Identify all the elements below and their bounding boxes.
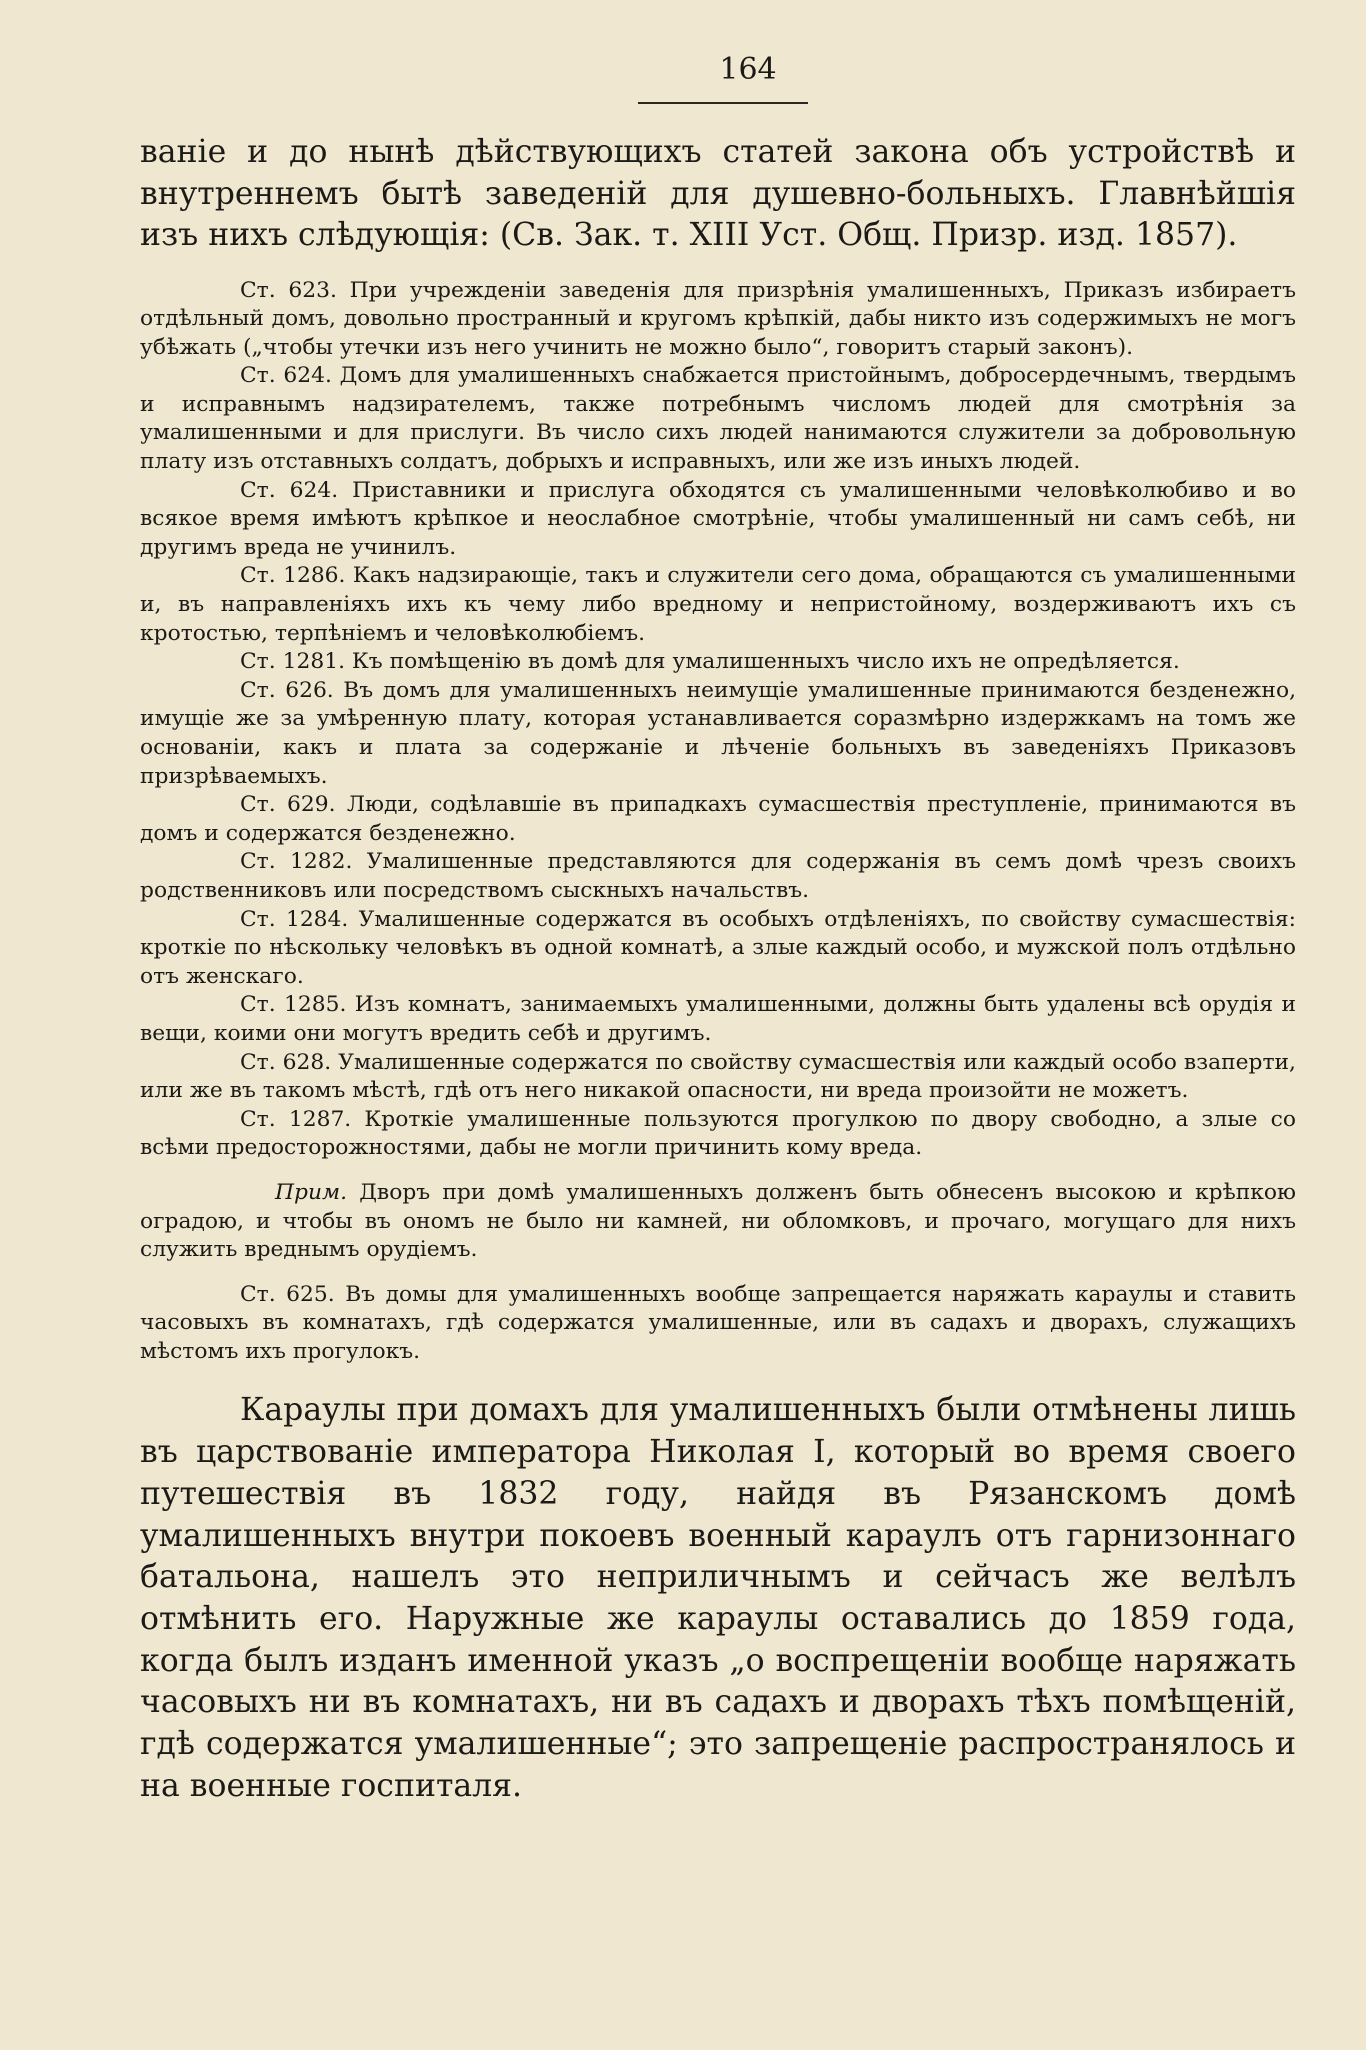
article-1281: Ст. 1281. Къ помѣщенію въ домѣ для умалишенныхъ число ихъ не опредѣляется. [240,649,1180,675]
article-624-staff: Ст. 624. Домъ для умалишенныхъ снабжается пристойнымъ, добросердечнымъ, твердымъ и исправнымъ надзирателемъ, также потребнымъ числомъ людей для смотрѣнія за умалишенными и для прислуги. Въ число сихъ людей нанимаются служители за добровольную плату изъ отставныхъ солдатъ, добрыхъ и исправныхъ, или же изъ иныхъ людей. [140,363,1296,475]
article-624-attendants: Ст. 624. Приставники и прислуга обходятся съ умалишенными человѣколюбиво и во всякое время имѣютъ крѣпкое и неослабное смотрѣніе, чтобы умалишенный ни самъ себѣ, ни другимъ вреда не учинилъ. [140,477,1296,560]
lead-paragraph: ваніе и до нынѣ дѣйствующихъ статей закона объ устройствѣ и внутреннемъ бытѣ заведеній для душевно-больныхъ. Главнѣйшія изъ нихъ слѣдующія: (Св. Зак. т. XIII Уст. Общ. Призр. изд. 1857). [140,134,1296,253]
article-625: Ст. 625. Въ домы для умалишенныхъ вообще запрещается наряжать караулы и ставить часовыхъ въ комнатахъ, гдѣ содержатся умалишенные, или въ садахъ и дворахъ, служащихъ мѣстомъ ихъ прогулокъ. [140,1281,1296,1364]
article-628: Ст. 628. Умалишенные содержатся по свойству сумасшествія или каждый особо взаперти, или же въ такомъ мѣстѣ, гдѣ отъ него никакой опасности, ни вреда произойти не можетъ. [140,1049,1296,1104]
article-623: Ст. 623. При учрежденіи заведенія для призрѣнія умалишенныхъ, Приказъ избираетъ отдѣльный домъ, довольно пространный и кругомъ крѣпкій, дабы никто изъ содержимыхъ не могъ убѣжать („чтобы утечки изъ него учинить не можно было“, говоритъ старый законъ). [140,277,1296,360]
note-label: Прим. [275,1179,347,1205]
law-articles [140,277,1296,1163]
article-629: Ст. 629. Люди, содѣлавшіе въ припадкахъ сумасшествія преступленіе, принимаются въ домъ и содержатся безденежно. [140,792,1296,846]
article-1287: Ст. 1287. Кроткіе умалишенные пользуются прогулкою по двору свободно, а злые со всѣми предосторожностями, дабы не могли причинить кому вреда. [140,1106,1296,1161]
article-626: Ст. 626. Въ домъ для умалишенныхъ неимущіе умалишенные принимаются безденежно, имущіе же за умѣренную плату, которая устанавливается соразмѣрно издержкамъ на томъ же основаніи, какъ и плата за содержаніе и лѣченіе больныхъ въ заведеніяхъ Приказовъ призрѣваемыхъ. [140,677,1296,789]
article-1286: Ст. 1286. Какъ надзирающіе, такъ и служители сего дома, обращаются съ умалишенными и, въ направленіяхъ ихъ къ чему либо вредному и непристойному, воздерживаютъ ихъ съ кротостью, терпѣніемъ и человѣколюбіемъ. [140,563,1296,646]
note-text: Дворъ при домѣ умалишенныхъ долженъ быть обнесенъ высокою и крѣпкою оградою, и чтобы въ ономъ не было ни камней, ни обломковъ, и прочаго, могущаго для нихъ служить вреднымъ орудіемъ. [140,1179,1296,1263]
page-number: 164 [719,52,777,87]
article-1282: Ст. 1282. Умалишенные представляются для содержанія въ семъ домѣ чрезъ своихъ родственниковъ или посредствомъ сыскныхъ начальствъ. [140,849,1296,903]
article-1285: Ст. 1285. Изъ комнатъ, занимаемыхъ умалишенными, должны быть удалены всѣ орудія и вещи, коими они могутъ вредить себѣ и другимъ. [140,992,1296,1046]
header-rule [638,102,808,104]
closing-paragraph: Караулы при домахъ для умалишенныхъ были отмѣнены лишь въ царствованіе императора Николая I, который во время своего путешествія въ 1832 году, найдя въ Рязанскомъ домѣ умалишенныхъ внутри покоевъ военный караулъ отъ гарнизоннаго батальона, нашелъ это неприличнымъ и сейчасъ же велѣлъ отмѣнить его. Наружные же караулы оставались до 1859 года, когда былъ изданъ именной указъ „о воспрещеніи вообще наряжать часовыхъ ни въ комнатахъ, ни въ садахъ и дворахъ тѣхъ помѣщеній, гдѣ содержатся умалишенные“; это запрещеніе распространялось и на военные госпиталя. [140,1392,1296,1804]
article-1284: Ст. 1284. Умалишенные содержатся въ особыхъ отдѣленіяхъ, по свойству сумасшествія: кроткіе по нѣскольку человѣкъ въ одной комнатѣ, а злые каждый особо, и мужской полъ отдѣльно отъ женскаго. [140,906,1296,989]
note-paragraph [140,1179,1296,1265]
